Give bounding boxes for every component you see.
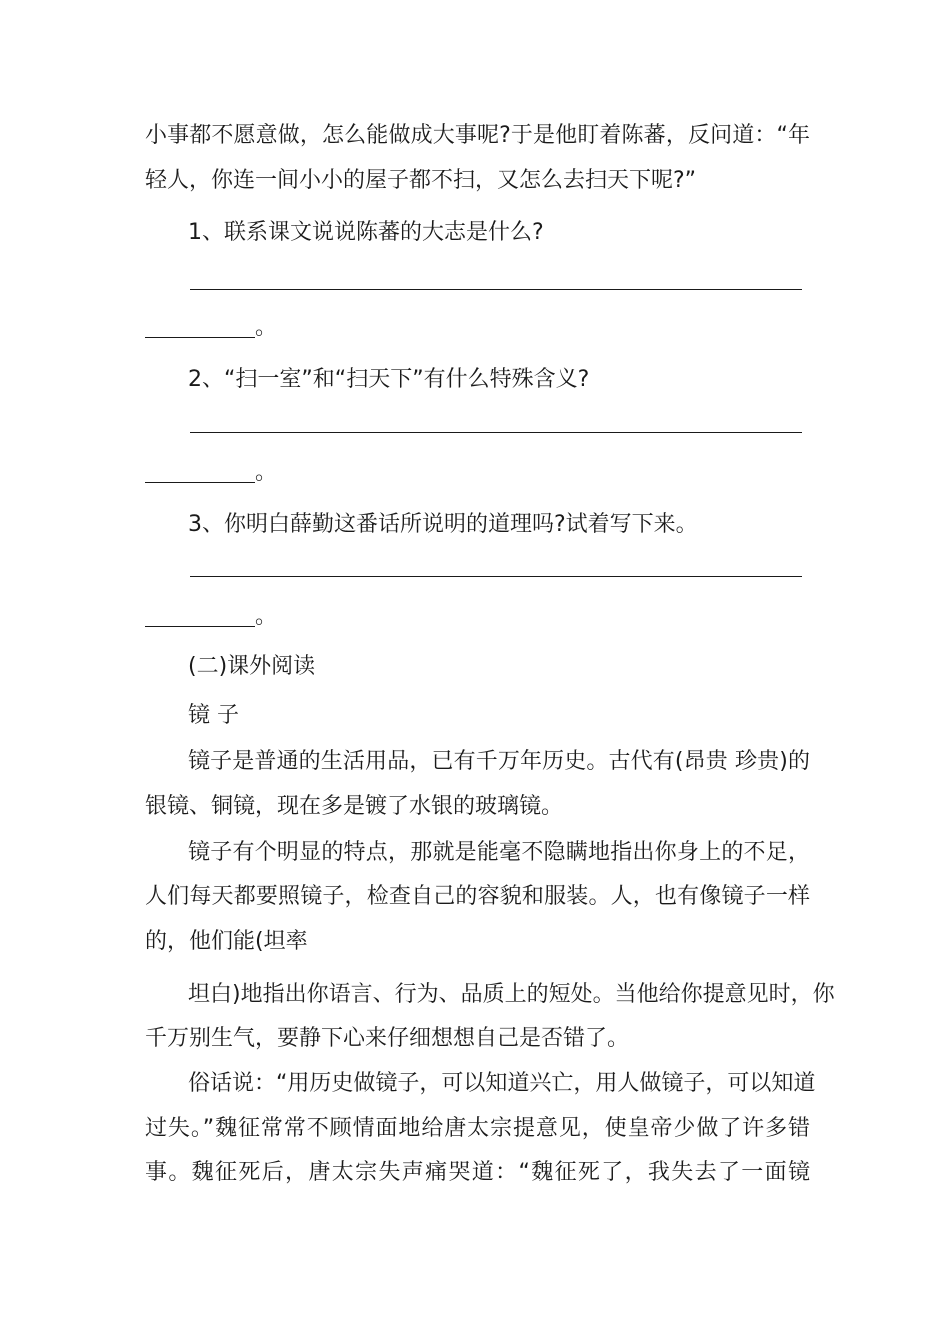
answer-blank-2 xyxy=(145,482,255,483)
answer-end-2 xyxy=(145,458,277,488)
article-p1-line-1: 镜子是普通的生活用品，已有千万年历史。古代有(昂贵 珍贵)的 xyxy=(188,749,810,774)
article-p4-line-1: 俗话说：“用历史做镜子，可以知道兴亡，用人做镜子，可以知道 xyxy=(188,1071,816,1096)
answer-end-mark-2: 。 xyxy=(255,460,278,485)
article-p4-line-3: 事。魏征死后，唐太宗失声痛哭道：“魏征死了，我失去了一面镜 xyxy=(145,1160,810,1185)
answer-line-2 xyxy=(190,432,802,433)
intro-line-2: 轻人，你连一间小小的屋子都不扫，又怎么去扫天下呢?” xyxy=(145,168,697,193)
article-title: 镜 子 xyxy=(188,703,239,728)
article-p4-line-2: 过失。”魏征常常不顾情面地给唐太宗提意见，使皇帝少做了许多错 xyxy=(145,1116,810,1141)
answer-blank-1 xyxy=(145,337,255,338)
article-p2-line-1: 镜子有个明显的特点，那就是能毫不隐瞒地指出你身上的不足， xyxy=(188,840,810,865)
answer-line-3 xyxy=(190,576,802,577)
answer-end-1 xyxy=(145,313,277,343)
question-3: 3、你明白薛勤这番话所说明的道理吗?试着写下来。 xyxy=(188,512,698,537)
question-2: 2、“扫一室”和“扫天下”有什么特殊含义? xyxy=(188,367,590,392)
answer-end-mark-1: 。 xyxy=(255,315,278,340)
answer-end-mark-3: 。 xyxy=(255,604,278,629)
section-heading: (二)课外阅读 xyxy=(188,654,316,679)
article-p1-line-2: 银镜、铜镜，现在多是镀了水银的玻璃镜。 xyxy=(145,794,564,819)
question-1: 1、联系课文说说陈蕃的大志是什么? xyxy=(188,220,544,245)
article-p3-line-1: 坦白)地指出你语言、行为、品质上的短处。当他给你提意见时，你 xyxy=(188,982,835,1007)
intro-line-1: 小事都不愿意做，怎么能做成大事呢?于是他盯着陈蕃，反问道：“年 xyxy=(145,123,810,148)
article-p2-line-2: 人们每天都要照镜子，检查自己的容貌和服装。人，也有像镜子一样 xyxy=(145,884,810,909)
answer-end-3 xyxy=(145,602,277,632)
answer-blank-3 xyxy=(145,626,255,627)
article-p2-line-3: 的，他们能(坦率 xyxy=(145,929,308,954)
article-p3-line-2: 千万别生气，要静下心来仔细想想自己是否错了。 xyxy=(145,1026,630,1051)
answer-line-1 xyxy=(190,289,802,290)
